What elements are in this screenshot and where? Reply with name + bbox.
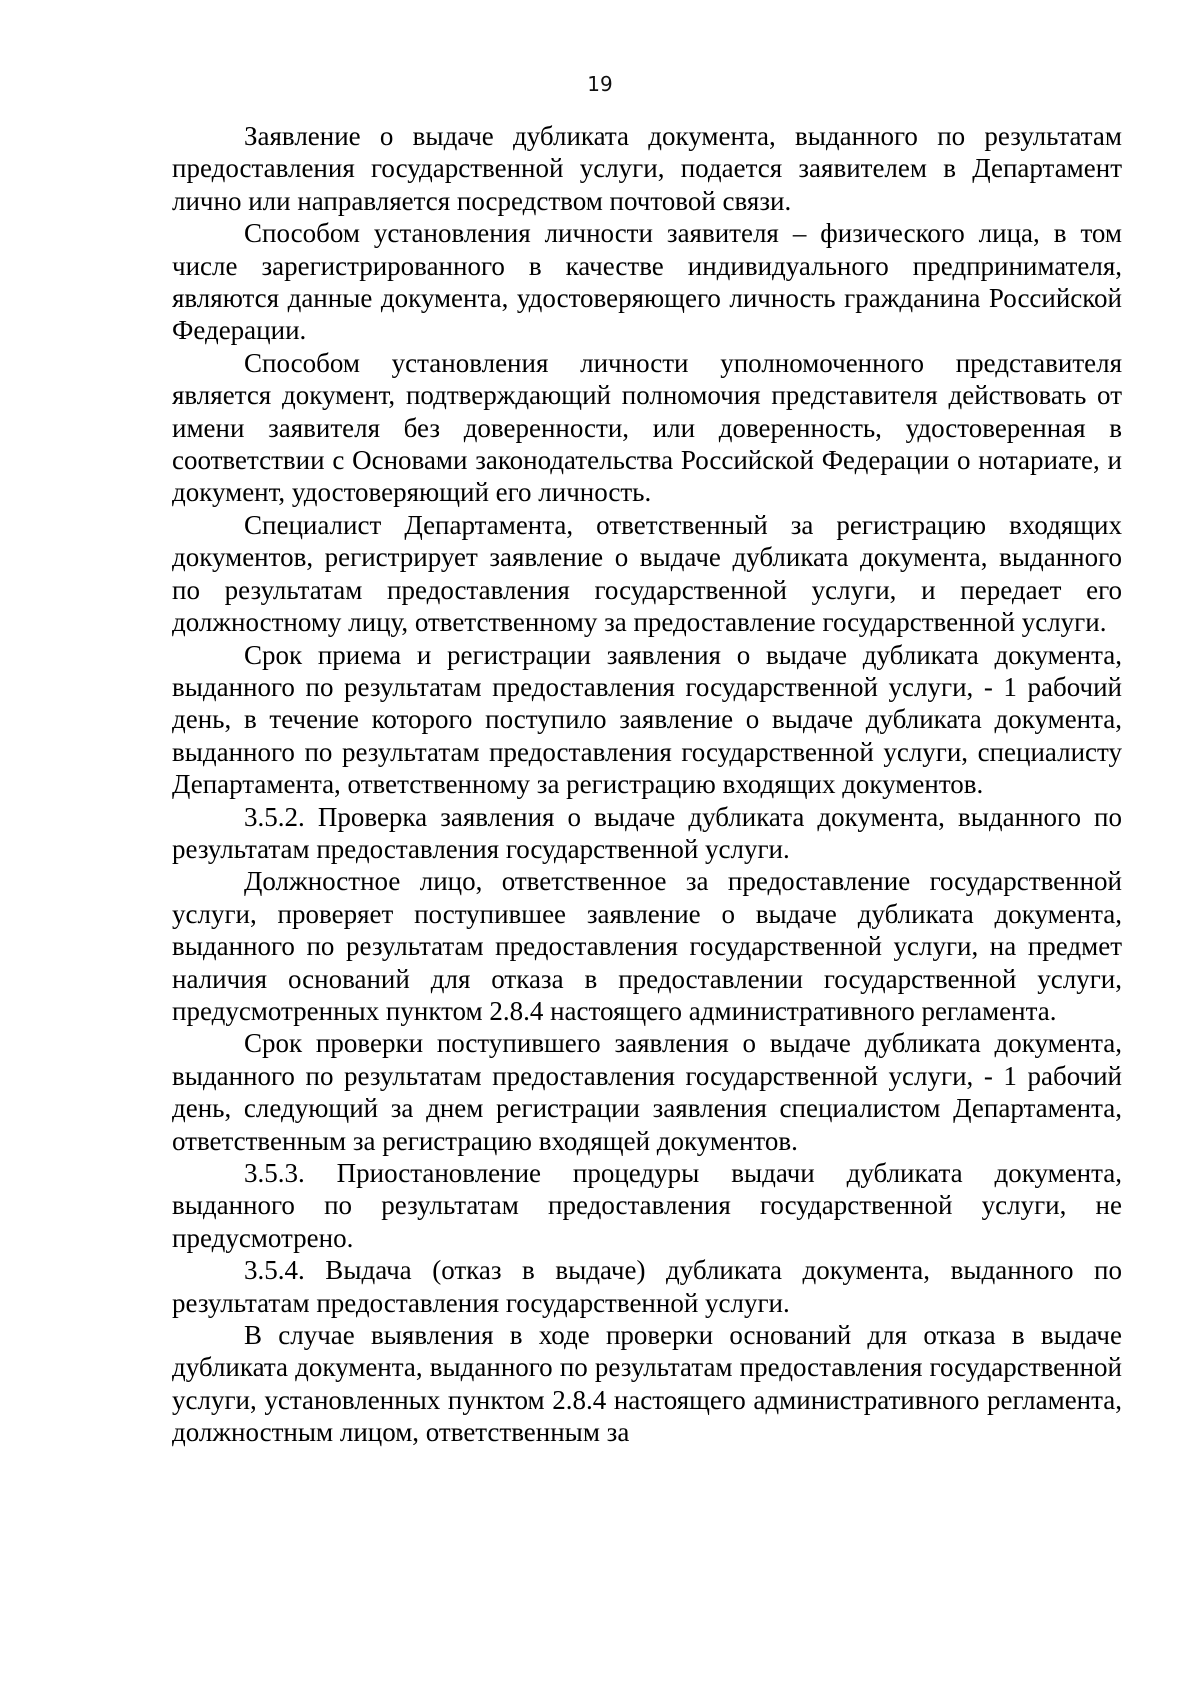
paragraph-section-3-5-2: 3.5.2. Проверка заявления о выдаче дубликата документа, выданного по результатам предоставления государственной услуги. (172, 801, 1122, 864)
paragraph-refusal-case: В случае выявления в ходе проверки оснований для отказа в выдаче дубликата документа, выданного по результатам предоставления государственной услуги, установленных пунктом 2.8.4 настоящего административного регламента, должностным лицом, ответственным за (172, 1320, 1122, 1448)
paragraph-section-3-5-3: 3.5.3. Приостановление процедуры выдачи дубликата документа, выданного по результатам предоставления государственной услуги, не предусмотрено. (172, 1158, 1122, 1253)
page-number: 19 (587, 72, 613, 96)
paragraph-registration-term: Срок приема и регистрации заявления о выдаче дубликата документа, выданного по результатам предоставления государственной услуги, - 1 рабочий день, в течение которого поступило заявление о выдаче дубликата документа, выданного по результатам предоставления государственной услуги, специалисту Департамента, ответственному за регистрацию входящих документов. (172, 639, 1122, 800)
paragraph-representative-identification: Способом установления личности уполномоченного представителя является документ, подтверждающий полномочия представителя действовать от имени заявителя без доверенности, или доверенность, удостоверенная в соответствии с Основами законодательства Российской Федерации о нотариате, и документ, удостоверяющий его личность. (172, 347, 1122, 508)
paragraph-duplicate-application-submission: Заявление о выдаче дубликата документа, выданного по результатам предоставления государственной услуги, подается заявителем в Департамент лично или направляется посредством почтовой связи. (172, 121, 1122, 216)
paragraph-section-3-5-4: 3.5.4. Выдача (отказ в выдаче) дубликата документа, выданного по результатам предоставления государственной услуги. (172, 1255, 1122, 1318)
paragraph-registration-specialist: Специалист Департамента, ответственный за регистрацию входящих документов, регистрирует заявление о выдаче дубликата документа, выданного по результатам предоставления государственной услуги, и передает его должностному лицу, ответственному за предоставление государственной услуги. (172, 509, 1122, 638)
paragraph-applicant-identification: Способом установления личности заявителя – физического лица, в том числе зарегистрированного в качестве индивидуального предпринимателя, являются данные документа, удостоверяющего личность гражданина Российской Федерации. (172, 218, 1122, 346)
paragraph-check-term: Срок проверки поступившего заявления о выдаче дубликата документа, выданного по результатам предоставления государственной услуги, - 1 рабочий день, следующий за днем регистрации заявления специалистом Департамента, ответственным за регистрацию входящей документов. (172, 1028, 1122, 1156)
paragraph-official-check: Должностное лицо, ответственное за предоставление государственной услуги, проверяет поступившее заявление о выдаче дубликата документа, выданного по результатам предоставления государственной услуги, на предмет наличия оснований для отказа в предоставлении государственной услуги, предусмотренных пунктом 2.8.4 настоящего административного регламента. (172, 866, 1122, 1026)
document-body (172, 120, 1122, 1449)
